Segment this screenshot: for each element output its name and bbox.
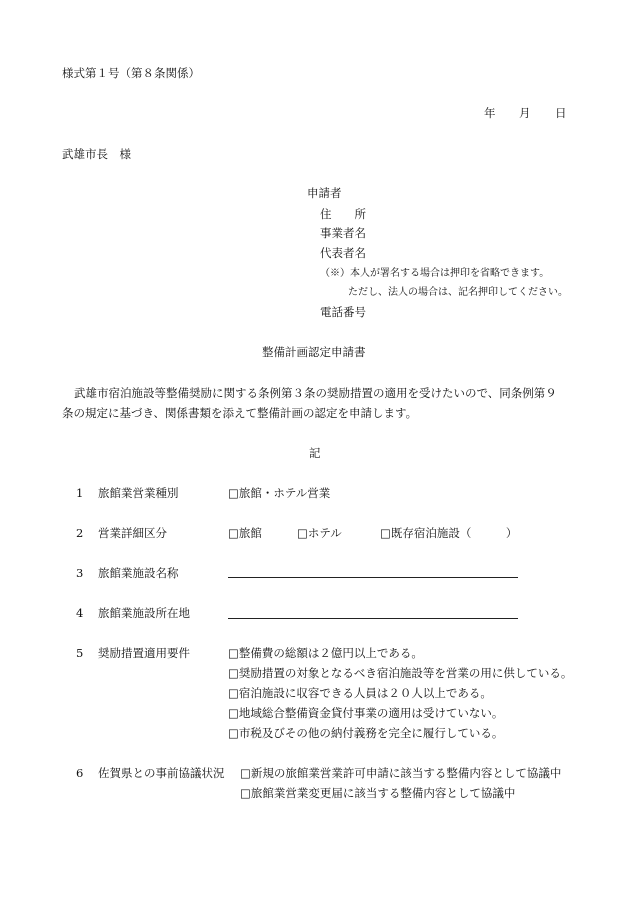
ki-heading: 記 — [309, 446, 321, 460]
applicant-heading: 申請者 — [307, 186, 342, 200]
checkbox-cost-requirement[interactable]: □整備費の総額は２億円以上である。 — [228, 646, 423, 660]
checkbox-operating-requirement[interactable]: □奨励措置の対象となるべき宿泊施設等を営業の用に供している。 — [228, 666, 573, 680]
business-name-label: 事業者名 — [320, 226, 366, 240]
item-label: 旅館業施設所在地 — [98, 606, 190, 620]
address-label: 住 所 — [320, 207, 366, 221]
document-title: 整備計画認定申請書 — [262, 345, 366, 359]
checkbox-ryokan[interactable]: □旅館 — [228, 526, 262, 540]
item-number: 1 — [76, 486, 84, 500]
item-number: 5 — [76, 646, 84, 660]
body-line-2: 条の規定に基づき、関係書類を添えて整備計画の認定を申請します。 — [62, 406, 418, 420]
item-label: 奨励措置適用要件 — [98, 646, 190, 660]
date-month: 月 — [519, 106, 531, 120]
application-body — [62, 383, 584, 423]
item-label: 佐賀県との事前協議状況 — [98, 766, 225, 780]
facility-location-field[interactable] — [228, 618, 518, 619]
item-number: 3 — [76, 566, 84, 580]
checkbox-hotel[interactable]: □ホテル — [297, 526, 342, 540]
representative-label: 代表者名 — [320, 246, 366, 260]
checkbox-existing-facility[interactable]: □既存宿泊施設（ ） — [380, 526, 518, 540]
seal-note-line2: ただし、法人の場合は、記名押印してください。 — [348, 287, 568, 298]
item-label: 営業詳細区分 — [98, 526, 167, 540]
date-day: 日 — [555, 106, 567, 120]
seal-note-line1: （※）本人が署名する場合は押印を省略できます。 — [320, 268, 550, 279]
item-number: 6 — [76, 766, 84, 780]
checkbox-change-notice-consultation[interactable]: □旅館業営業変更届に該当する整備内容として協議中 — [240, 786, 516, 800]
form-number: 様式第１号（第８条関係） — [62, 66, 200, 80]
checkbox-tax-requirement[interactable]: □市税及びその他の納付義務を完全に履行している。 — [228, 726, 504, 740]
facility-name-field[interactable] — [228, 577, 518, 578]
checkbox-ryokan-hotel[interactable]: □旅館・ホテル営業 — [228, 486, 331, 500]
phone-label: 電話番号 — [320, 305, 366, 319]
checkbox-loan-requirement[interactable]: □地域総合整備資金貸付事業の適用は受けていない。 — [228, 706, 504, 720]
item-number: 4 — [76, 606, 84, 620]
item-label: 旅館業営業種別 — [98, 486, 179, 500]
body-line-1: 武雄市宿泊施設等整備奨励に関する条例第３条の奨励措置の適用を受けたいので、同条例第９ — [74, 386, 557, 400]
addressee: 武雄市長 様 — [62, 147, 131, 161]
item-number: 2 — [76, 526, 84, 540]
checkbox-new-license-consultation[interactable]: □新規の旅館業営業許可申請に該当する整備内容として協議中 — [240, 766, 562, 780]
item-label: 旅館業施設名称 — [98, 566, 179, 580]
checkbox-capacity-requirement[interactable]: □宿泊施設に収容できる人員は２０人以上である。 — [228, 686, 492, 700]
date-year: 年 — [484, 106, 496, 120]
